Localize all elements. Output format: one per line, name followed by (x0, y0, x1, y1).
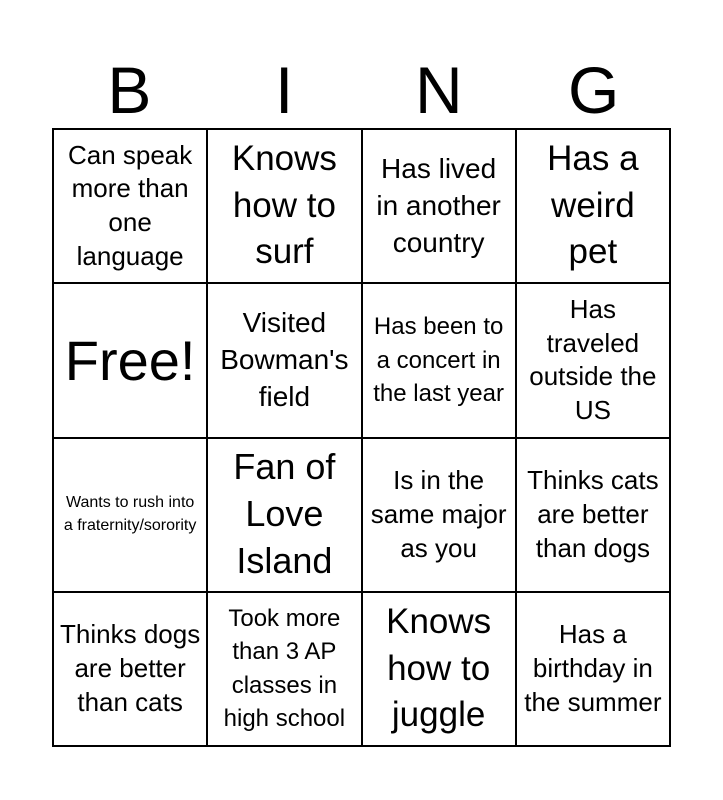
header-letter-i: I (274, 53, 294, 127)
bingo-cell[interactable] (207, 283, 361, 437)
bingo-cell[interactable] (516, 129, 670, 283)
cell-text: Wants to rush into a fraternity/sorority (63, 494, 197, 534)
header-letter-b: B (107, 53, 152, 127)
bingo-cell[interactable] (53, 592, 207, 746)
cell-text: Knows how to surf (231, 139, 337, 272)
cell-text: Fan of Love Island (233, 446, 336, 582)
cell-text: Has lived in another country (376, 152, 501, 258)
free-space-cell[interactable] (53, 283, 207, 437)
cell-text: Free! (64, 328, 196, 392)
cell-text: Thinks dogs are better than cats (60, 619, 201, 717)
bingo-cell[interactable] (516, 438, 670, 592)
bingo-cell[interactable] (53, 438, 207, 592)
cell-text: Visited Bowman's field (220, 306, 349, 412)
cell-text: Knows how to juggle (386, 602, 492, 735)
cell-text: Can speak more than one language (67, 139, 193, 271)
bingo-cell[interactable] (516, 592, 670, 746)
header-letter-n: N (415, 53, 463, 127)
cell-text: Has traveled outside the US (529, 293, 657, 426)
header-letter-g: G (567, 53, 620, 127)
cell-text: Took more than 3 AP classes in high school (223, 604, 346, 733)
bingo-board (52, 128, 671, 747)
bingo-cell[interactable] (362, 438, 516, 592)
cell-text: Is in the same major as you (370, 464, 507, 563)
bingo-cell[interactable] (362, 592, 516, 746)
bingo-cell[interactable] (362, 129, 516, 283)
bingo-cell[interactable] (516, 283, 670, 437)
cell-text: Has a birthday in the summer (524, 619, 662, 717)
bingo-cell[interactable] (362, 283, 516, 437)
bingo-cell[interactable] (207, 592, 361, 746)
cell-text: Has been to a concert in the last year (373, 312, 504, 408)
bingo-header (52, 52, 671, 128)
cell-text: Thinks cats are better than dogs (527, 464, 659, 563)
bingo-cell[interactable] (207, 129, 361, 283)
cell-text: Has a weird pet (547, 139, 639, 272)
bingo-cell[interactable] (207, 438, 361, 592)
bingo-cell[interactable] (53, 129, 207, 283)
